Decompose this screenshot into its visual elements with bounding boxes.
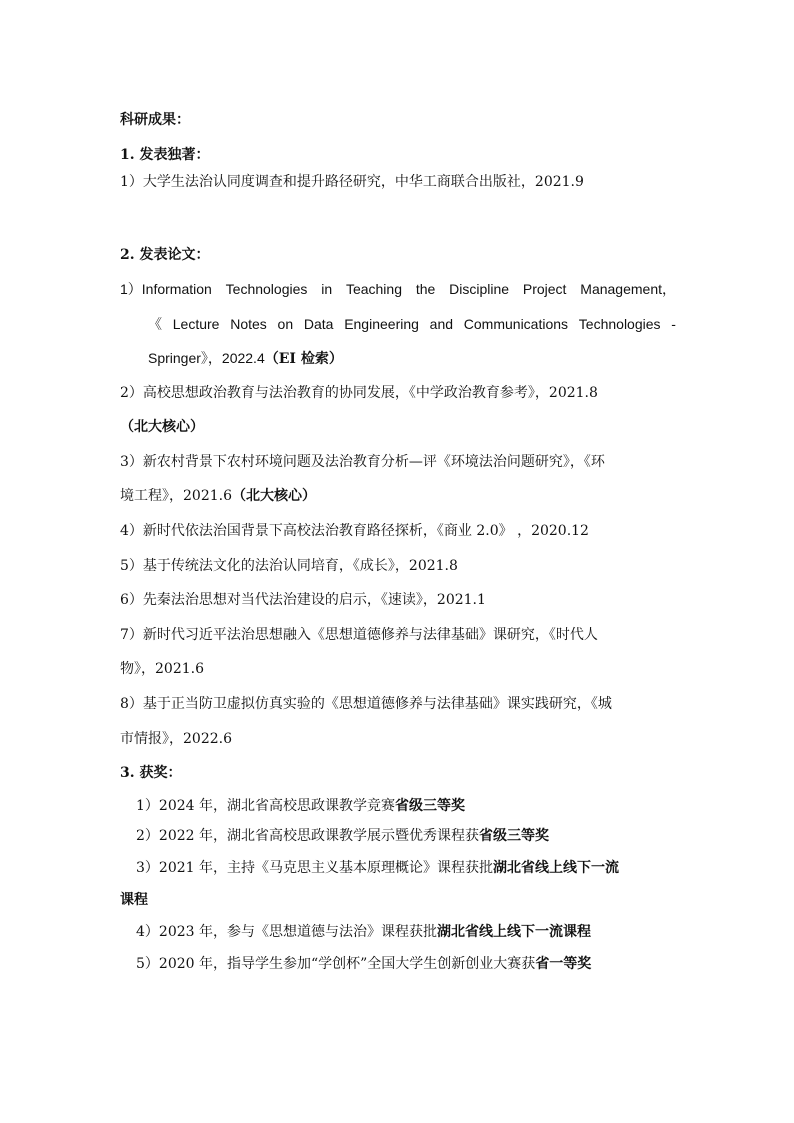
award-1-text: 1）2024 年，湖北省高校思政课教学竞赛 bbox=[136, 798, 395, 814]
paper-3-line-1: 3）新农村背景下农村环境问题及法治教育分析—评《环境法治问题研究》，《环 bbox=[120, 454, 605, 470]
paper-1-index: （EI 检索） bbox=[264, 351, 343, 367]
word: Engineering bbox=[344, 316, 419, 332]
word: 1）Information bbox=[120, 281, 212, 297]
award-5 bbox=[136, 954, 591, 974]
paper-2-line-1: 2）高校思想政治教育与法治教育的协同发展，《中学政治教育参考》，2021.8 bbox=[120, 385, 598, 401]
word: Technologies bbox=[578, 316, 661, 332]
award-1-level: 省级三等奖 bbox=[395, 798, 465, 814]
word: Technologies bbox=[225, 281, 308, 297]
paper-2-index: （北大核心） bbox=[120, 419, 204, 435]
paper-3-source: 境工程》，2021.6 bbox=[120, 488, 232, 504]
award-2 bbox=[136, 826, 549, 846]
award-3-text: 3）2021 年，主持《马克思主义基本原理概论》课程获批 bbox=[136, 860, 493, 876]
word: and bbox=[429, 316, 454, 332]
word: - bbox=[671, 316, 676, 332]
paper-8-line-2: 市情报》，2022.6 bbox=[120, 731, 232, 747]
word: Data bbox=[303, 316, 334, 332]
word: Notes bbox=[230, 316, 267, 332]
award-4 bbox=[136, 922, 591, 942]
word: Discipline bbox=[449, 281, 510, 297]
award-3-level: 湖北省线上线下一流 bbox=[493, 860, 619, 876]
papers-heading: 2. 发表论文： bbox=[120, 247, 210, 263]
paper-7-line-1: 7）新时代习近平法治思想融入《思想道德修养与法律基础》课研究，《时代人 bbox=[120, 627, 598, 643]
paper-3-index: （北大核心） bbox=[232, 488, 316, 504]
word: Communications bbox=[463, 316, 569, 332]
word: in bbox=[321, 281, 333, 297]
awards-heading: 3. 获奖： bbox=[120, 765, 182, 781]
paper-4: 4）新时代依法治国背景下高校法治教育路径探析，《商业 2.0》 ，2020.12 bbox=[120, 523, 589, 539]
word: Project bbox=[522, 281, 567, 297]
award-4-level: 湖北省线上线下一流课程 bbox=[437, 924, 591, 940]
award-5-level: 省一等奖 bbox=[535, 956, 592, 972]
award-4-text: 4）2023 年，参与《思想道德与法治》课程获批 bbox=[136, 924, 437, 940]
paper-1-line-1 bbox=[120, 279, 676, 299]
award-3-line-2: 课程 bbox=[120, 892, 148, 908]
paper-3-line-2 bbox=[120, 486, 316, 506]
word: on bbox=[277, 316, 294, 332]
word: the bbox=[415, 281, 436, 297]
award-5-text: 5）2020 年，指导学生参加“学创杯”全国大学生创新创业大赛获 bbox=[136, 956, 536, 972]
word: Lecture bbox=[172, 316, 220, 332]
book-item: 1）大学生法治认同度调查和提升路径研究，中华工商联合出版社，2021.9 bbox=[120, 174, 584, 190]
paper-5: 5）基于传统法文化的法治认同培育，《成长》，2021.8 bbox=[120, 558, 458, 574]
word: 《 bbox=[148, 316, 162, 332]
paper-1-source: Springer》，2022.4 bbox=[148, 350, 265, 366]
award-2-text: 2）2022 年，湖北省高校思政课教学展示暨优秀课程获 bbox=[136, 828, 479, 844]
paper-1-line-3 bbox=[148, 348, 343, 369]
award-2-level: 省级三等奖 bbox=[479, 828, 549, 844]
word: Teaching bbox=[345, 281, 402, 297]
word: Management， bbox=[580, 281, 676, 297]
section-title: 科研成果： bbox=[120, 112, 190, 128]
books-heading: 1. 发表独著： bbox=[120, 147, 210, 163]
paper-8-line-1: 8）基于正当防卫虚拟仿真实验的《思想道德修养与法律基础》课实践研究，《城 bbox=[120, 696, 612, 712]
paper-7-line-2: 物》，2021.6 bbox=[120, 661, 204, 677]
paper-1-line-2 bbox=[148, 314, 676, 334]
award-1 bbox=[136, 796, 465, 816]
award-3-line-1 bbox=[136, 858, 619, 878]
paper-6: 6）先秦法治思想对当代法治建设的启示，《速读》，2021.1 bbox=[120, 592, 486, 608]
